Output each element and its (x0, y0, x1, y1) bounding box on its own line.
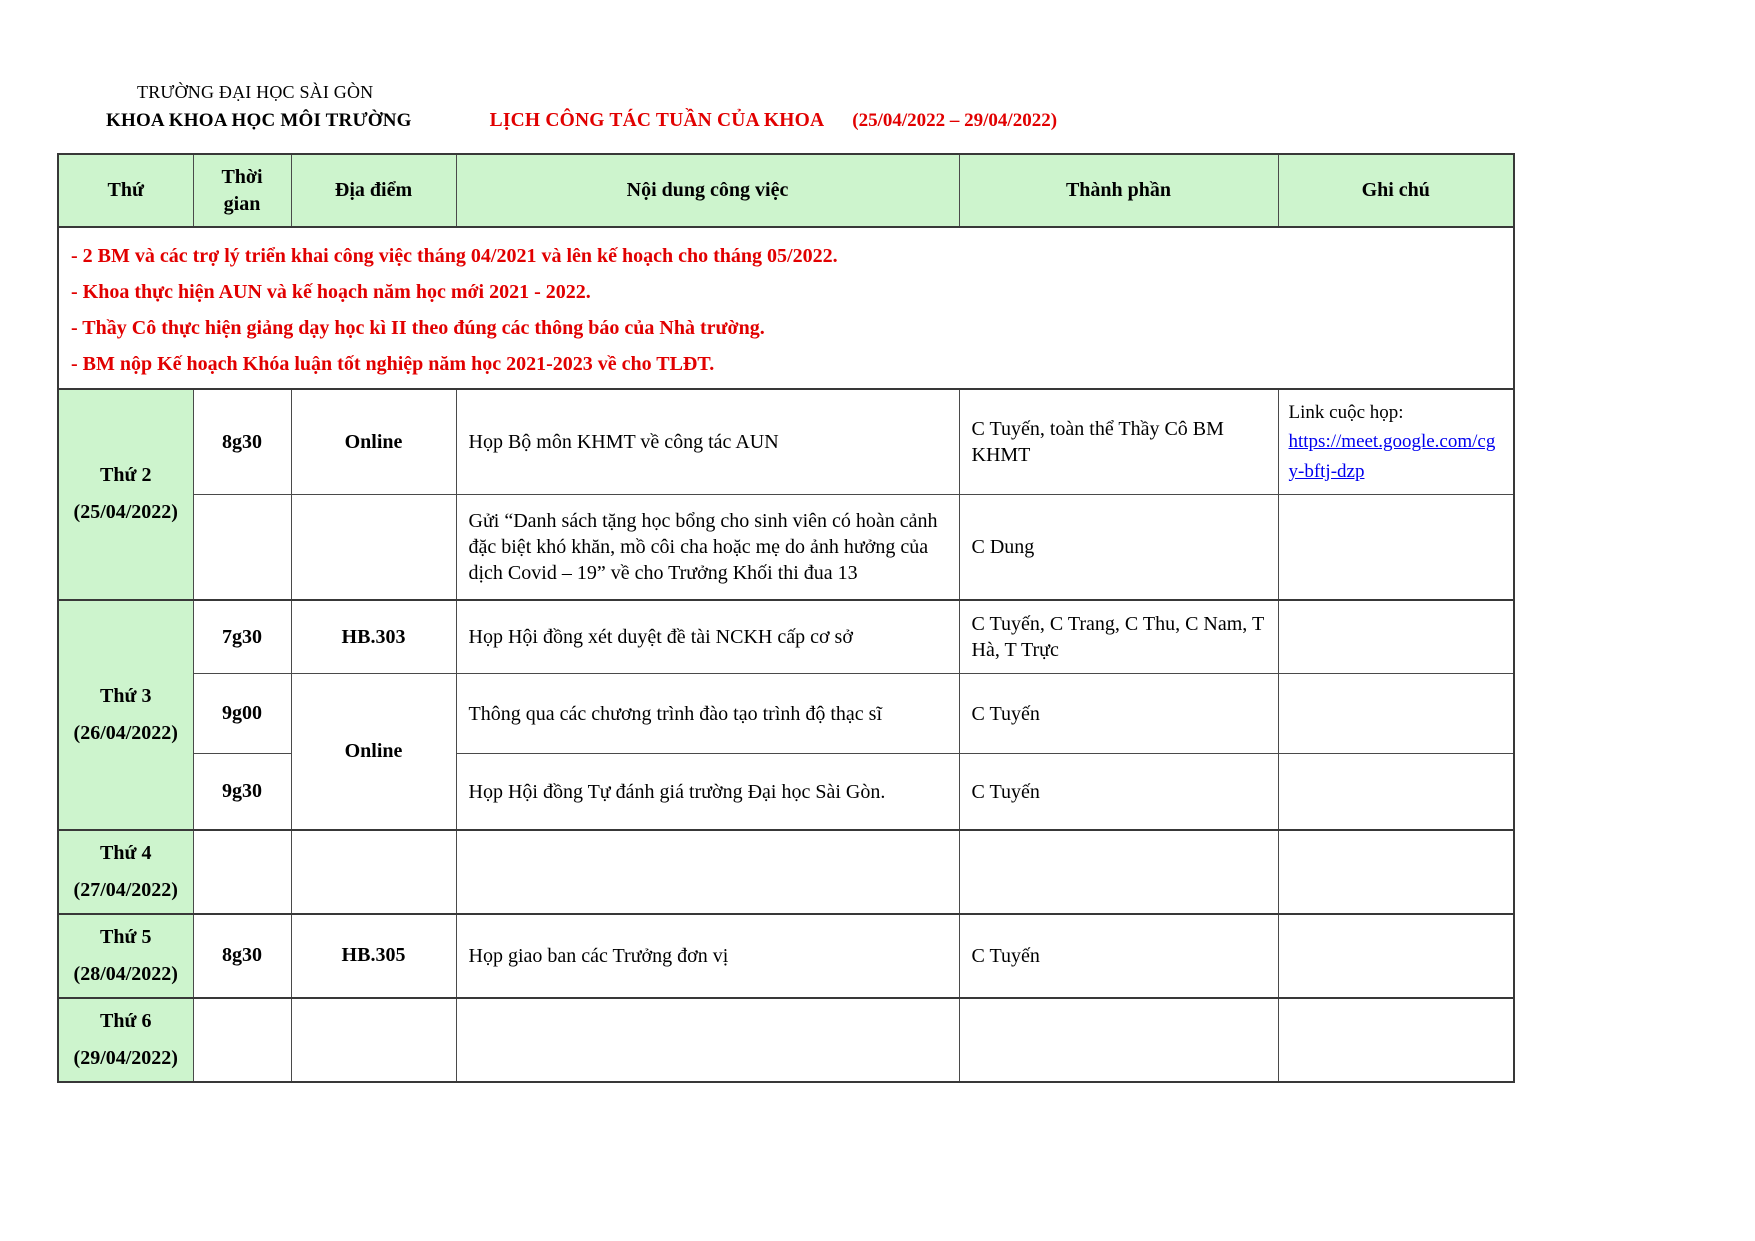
table-row (58, 495, 1514, 600)
cell-content: Họp Hội đồng xét duyệt đề tài NCKH cấp cơ sở (456, 600, 959, 674)
table-header-location: Địa điểm (291, 154, 456, 227)
table-header-day: Thứ (58, 154, 193, 227)
cell-participants: C Tuyến (959, 914, 1278, 998)
cell-time: 7g30 (193, 600, 291, 674)
table-header-row (58, 154, 1514, 227)
cell-location: HB.305 (291, 914, 456, 998)
cell-note (1278, 914, 1514, 998)
cell-location (291, 998, 456, 1082)
page-title: LỊCH CÔNG TÁC TUẦN CỦA KHOA (489, 110, 825, 131)
cell-content: Họp giao ban các Trưởng đơn vị (456, 914, 959, 998)
cell-note (1278, 674, 1514, 754)
cell-content: Họp Hội đồng Tự đánh giá trường Đại học Sài Gòn. (456, 754, 959, 830)
cell-participants (959, 998, 1278, 1082)
day-name: Thứ 6 (100, 1009, 152, 1032)
table-row (58, 754, 1514, 830)
day-name: Thứ 3 (100, 684, 152, 707)
cell-participants: C Tuyến, toàn thể Thầy Cô BM KHMT (959, 389, 1278, 495)
table-row (58, 998, 1514, 1082)
table-row (58, 830, 1514, 914)
cell-note (1278, 600, 1514, 674)
day-date: (25/04/2022) (73, 501, 178, 524)
schedule-table (57, 153, 1515, 1083)
table-header-participants: Thành phần (959, 154, 1278, 227)
day-date: (28/04/2022) (73, 962, 178, 985)
cell-content: Họp Bộ môn KHMT về công tác AUN (456, 389, 959, 495)
day-cell-thursday (58, 914, 193, 998)
table-row (58, 600, 1514, 674)
day-date: (26/04/2022) (73, 721, 178, 744)
cell-time: 8g30 (193, 914, 291, 998)
cell-note (1278, 830, 1514, 914)
note-line: - 2 BM và các trợ lý triển khai công việc tháng 04/2021 và lên kế hoạch cho tháng 05/2022. (71, 245, 838, 267)
day-cell-monday (58, 389, 193, 600)
day-cell-friday (58, 998, 193, 1082)
meeting-link-label: Link cuộc họp: (1288, 402, 1404, 423)
cell-participants: C Tuyến (959, 674, 1278, 754)
cell-note (1278, 998, 1514, 1082)
table-header-content: Nội dung công việc (456, 154, 959, 227)
table-header-time: Thời gian (193, 154, 291, 227)
table-row (58, 674, 1514, 754)
table-row (58, 914, 1514, 998)
cell-note (1278, 495, 1514, 600)
week-date-range: (25/04/2022 – 29/04/2022) (852, 110, 1058, 131)
day-date: (29/04/2022) (73, 1046, 178, 1069)
cell-location: Online (291, 674, 456, 830)
day-name: Thứ 4 (100, 841, 152, 864)
cell-time: 8g30 (193, 389, 291, 495)
cell-participants: C Tuyến, C Trang, C Thu, C Nam, T Hà, T Trực (959, 600, 1278, 674)
weekly-notes-cell (58, 227, 1514, 389)
cell-location: Online (291, 389, 456, 495)
meeting-link[interactable]: https://meet.google.com/cgy-bftj-dzp (1288, 431, 1496, 482)
cell-note (1278, 754, 1514, 830)
university-name: TRƯỜNG ĐẠI HỌC SÀI GÒN (137, 82, 374, 102)
day-name: Thứ 2 (100, 464, 152, 487)
cell-participants: C Tuyến (959, 754, 1278, 830)
cell-location: HB.303 (291, 600, 456, 674)
table-header-notes: Ghi chú (1278, 154, 1514, 227)
faculty-name: KHOA KHOA HỌC MÔI TRƯỜNG (106, 110, 412, 131)
note-line: - Thầy Cô thực hiện giảng dạy học kì II theo đúng các thông báo của Nhà trường. (71, 317, 765, 339)
cell-participants (959, 830, 1278, 914)
note-line: - Khoa thực hiện AUN và kế hoạch năm học mới 2021 - 2022. (71, 281, 591, 303)
day-cell-tuesday (58, 600, 193, 830)
cell-content: Thông qua các chương trình đào tạo trình độ thạc sĩ (456, 674, 959, 754)
weekly-notes-row (58, 227, 1514, 389)
day-date: (27/04/2022) (73, 878, 178, 901)
table-row (58, 389, 1514, 495)
cell-content: Gửi “Danh sách tặng học bổng cho sinh viên có hoàn cảnh đặc biệt khó khăn, mồ côi cha hoặc mẹ do ảnh hưởng của dịch Covid – 19” về cho Trưởng Khối thi đua 13 (456, 495, 959, 600)
cell-time: 9g00 (193, 674, 291, 754)
cell-location (291, 830, 456, 914)
cell-time (193, 830, 291, 914)
cell-content (456, 998, 959, 1082)
cell-note (1278, 389, 1514, 495)
cell-time (193, 495, 291, 600)
cell-participants: C Dung (959, 495, 1278, 600)
cell-content (456, 830, 959, 914)
day-cell-wednesday (58, 830, 193, 914)
note-line: - BM nộp Kế hoạch Khóa luận tốt nghiệp năm học 2021-2023 về cho TLĐT. (71, 353, 715, 375)
cell-time (193, 998, 291, 1082)
day-name: Thứ 5 (100, 925, 152, 948)
cell-location (291, 495, 456, 600)
cell-time: 9g30 (193, 754, 291, 830)
document-header (0, 0, 1755, 132)
